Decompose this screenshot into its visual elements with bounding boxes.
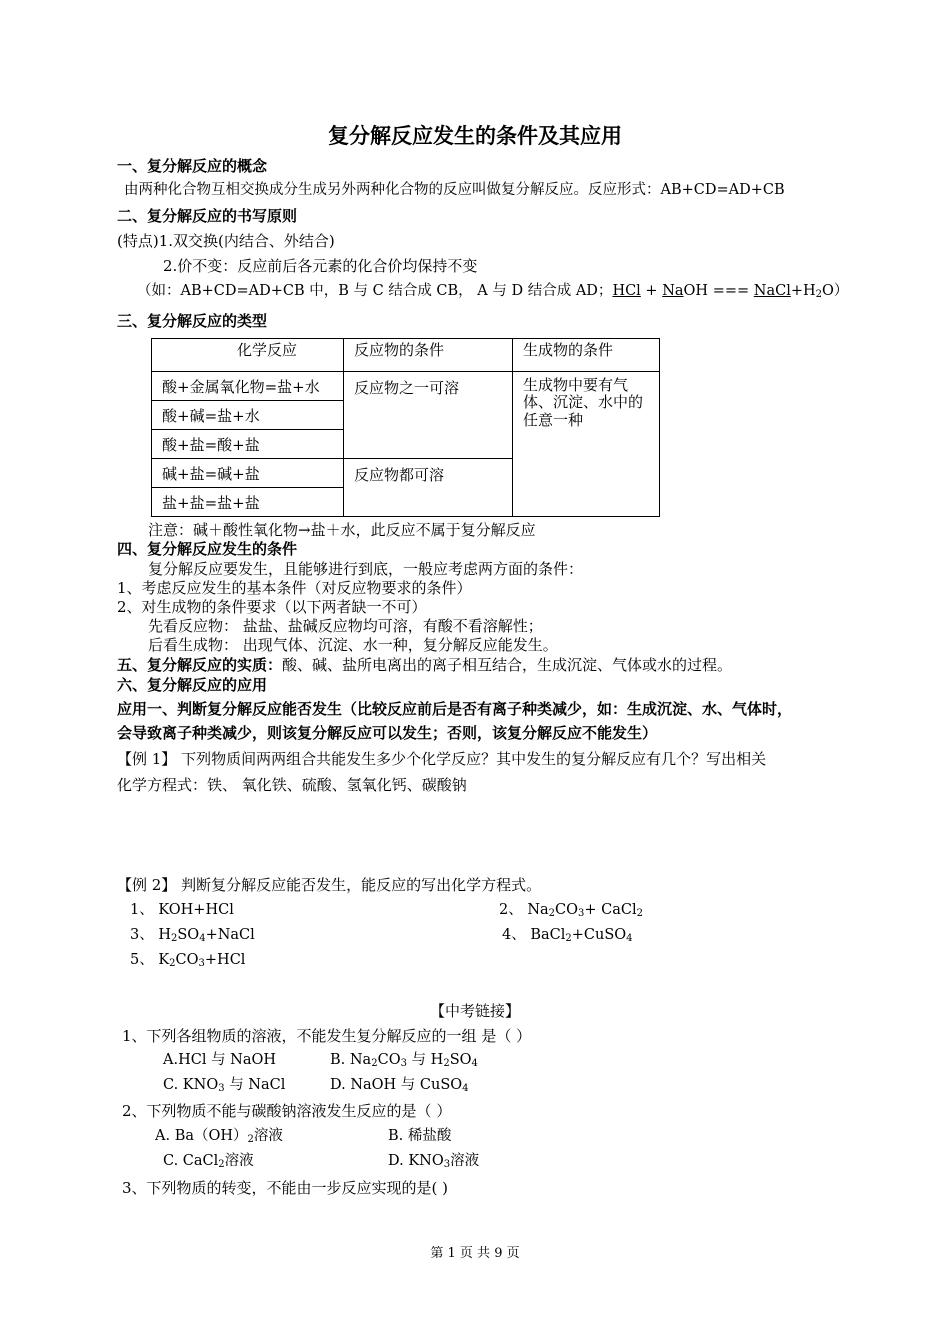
item-text: CO [555, 902, 579, 918]
option-sub: 4 [462, 1083, 469, 1094]
q1-option-d [330, 1077, 469, 1094]
eq-arrow: === [708, 283, 754, 299]
table-cell-product: 生成物中要有气体、沉淀、水中的任意一种 [513, 372, 660, 517]
section1-text: 由两种化合物互相交换成分生成另外两种化合物的反应叫做复分解反应。反应形式：AB+CD=AD+CB [124, 182, 785, 198]
item-sub: 3 [198, 958, 205, 969]
table-header-cell: 化学反应 [152, 339, 344, 372]
item-text: +NaCl [205, 927, 255, 943]
eq-tail-sub: 2 [815, 289, 823, 300]
option-text: B. Na [330, 1052, 372, 1068]
option-text: A. Ba（OH） [155, 1128, 248, 1144]
option-text: C. KNO [163, 1077, 219, 1093]
eq-tail-post: O） [822, 283, 849, 299]
option-text: 溶液 [224, 1153, 254, 1169]
question3: 3、下列物质的转变，不能由一步反应实现的是( ) [122, 1179, 449, 1197]
item-sub: 2 [565, 933, 572, 944]
section4-sub2: 后看生成物： 出现气体、沉淀、水一种，复分解反应能发生。 [148, 636, 558, 654]
section2-example [137, 283, 848, 300]
example1-line2: 化学方程式：铁、 氧化铁、硫酸、氢氧化钙、碳酸钠 [117, 776, 467, 794]
eq-plus: + [640, 283, 663, 299]
option-text: 与 H [406, 1052, 444, 1068]
example2-item5 [130, 952, 245, 969]
q1-option-b [330, 1052, 478, 1069]
option-text: 与 NaCl [224, 1077, 286, 1093]
item-text: 3、 H [130, 927, 171, 943]
option-text: CO [377, 1052, 401, 1068]
section2-line1: (特点)1.双交换(内结合、外结合) [117, 232, 335, 250]
item-text: 2、 Na [499, 902, 549, 918]
item-text: 5、 K [130, 952, 170, 968]
item-text: +HCl [204, 952, 246, 968]
option-text: 溶液 [253, 1128, 283, 1144]
table-cell-cond2: 反应物都可溶 [344, 459, 513, 517]
table-cell: 酸+金属氧化物=盐+水 [152, 372, 344, 401]
zhongkao-title: 【中考链接】 [429, 1002, 520, 1020]
table-cell: 盐+盐=盐+盐 [152, 488, 344, 517]
app1-line1: 应用一、判断复分解反应能否发生（比较反应前后是否有离子种类减少，如：生成沉淀、水、气体时， [117, 700, 793, 718]
item-text: +CuSO [571, 927, 627, 943]
table-cell: 酸+碱=盐+水 [152, 401, 344, 430]
example-text: （如：AB+CD=AD+CB 中，B 与 C 结合成 CB， A 与 D 结合成 AD； [137, 283, 613, 299]
example2-item1: 1、 KOH+HCl [130, 902, 234, 918]
item-text: CO [175, 952, 199, 968]
reaction-types-table [151, 338, 660, 517]
q1-option-c [163, 1077, 285, 1094]
item-sub: 2 [636, 908, 644, 919]
option-sub: 2 [247, 1134, 254, 1145]
section4-item1: 1、考虑反应发生的基本条件（对反应物要求的条件） [117, 579, 472, 597]
section4-sub1: 先看反应物： 盐盐、盐碱反应物均可溶，有酸不看溶解性； [148, 617, 543, 635]
item-sub: 3 [578, 908, 585, 919]
section4-item2: 2、对生成物的条件要求（以下两者缺一不可） [117, 598, 427, 616]
option-sub: 2 [443, 1058, 450, 1069]
option-sub: 2 [218, 1159, 225, 1170]
option-sub: 3 [218, 1083, 225, 1094]
q2-option-d [388, 1153, 479, 1170]
section1-heading: 一、复分解反应的概念 [117, 157, 268, 175]
eq-hcl: HCl [612, 283, 641, 299]
option-sub: 3 [400, 1058, 407, 1069]
table-row [152, 372, 660, 401]
eq-naoh-oh: OH [683, 283, 709, 299]
option-text: 溶液 [450, 1153, 480, 1169]
item-sub: 4 [626, 933, 633, 944]
question2: 2、下列物质不能与碳酸钠溶液发生反应的是（ ） [122, 1102, 452, 1120]
eq-naoh-na: Na [662, 283, 684, 299]
option-text: D. NaOH 与 CuSO [330, 1077, 463, 1093]
section3-note: 注意：碱＋酸性氧化物→盐＋水，此反应不属于复分解反应 [148, 521, 536, 539]
section2-heading: 二、复分解反应的书写原则 [117, 207, 298, 225]
item-text: SO [177, 927, 200, 943]
q2-option-b: B. 稀盐酸 [388, 1128, 452, 1144]
item-sub: 4 [199, 933, 206, 944]
section5-text: 酸、碱、盐所电离出的离子相互结合，生成沉淀、气体或水的过程。 [282, 656, 733, 674]
item-sub: 2 [169, 958, 176, 969]
table-cell-cond1: 反应物之一可溶 [344, 372, 513, 459]
section4-heading: 四、复分解反应发生的条件 [117, 540, 298, 558]
table-cell: 酸+盐=酸+盐 [152, 430, 344, 459]
section4-intro: 复分解反应要发生，且能够进行到底，一般应考虑两方面的条件： [148, 560, 584, 578]
q1-option-a: A.HCl 与 NaOH [163, 1052, 277, 1068]
table-header-row [152, 339, 660, 372]
page-title: 复分解反应发生的条件及其应用 [328, 124, 622, 148]
table-header-cell: 生成物的条件 [513, 339, 660, 372]
item-text: + CaCl [584, 902, 637, 918]
app1-line2: 会导致离子种类减少，则该复分解反应可以发生；否则，该复分解反应不能发生） [117, 724, 658, 742]
section6-heading: 六、复分解反应的应用 [117, 676, 268, 694]
q2-option-a [155, 1128, 283, 1145]
item-text: 4、 BaCl [502, 927, 566, 943]
item-sub: 2 [170, 933, 178, 944]
example2-item2 [499, 902, 643, 919]
example2-item4 [502, 927, 633, 944]
q2-option-c [163, 1153, 254, 1170]
section2-line2: 2.价不变：反应前后各元素的化合价均保持不变 [163, 257, 478, 275]
section3-heading: 三、复分解反应的类型 [117, 312, 268, 330]
example1-line1: 【例 1】 下列物质间两两组合共能发生多少个化学反应？其中发生的复分解反应有几个？写出相关 [117, 750, 767, 768]
option-sub: 4 [471, 1058, 478, 1069]
option-text: C. CaCl [163, 1153, 219, 1169]
option-text: D. KNO [388, 1153, 444, 1169]
page-footer: 第 1 页 共 9 页 [430, 1246, 520, 1261]
example2-title: 【例 2】 判断复分解反应能否发生，能反应的写出化学方程式。 [117, 876, 542, 894]
eq-nacl: NaCl [753, 283, 791, 299]
section5-heading: 五、复分解反应的实质： [117, 656, 283, 674]
eq-tail: +H [790, 283, 816, 299]
example2-item3 [130, 927, 255, 944]
section5 [117, 656, 732, 674]
option-text: SO [449, 1052, 472, 1068]
question1: 1、下列各组物质的溶液，不能发生复分解反应的一组 是（ ） [122, 1027, 532, 1045]
table-header-cell: 反应物的条件 [344, 339, 513, 372]
table-cell: 碱+盐=碱+盐 [152, 459, 344, 488]
item-sub: 2 [548, 908, 556, 919]
option-sub: 3 [443, 1159, 451, 1170]
option-sub: 2 [371, 1058, 378, 1069]
